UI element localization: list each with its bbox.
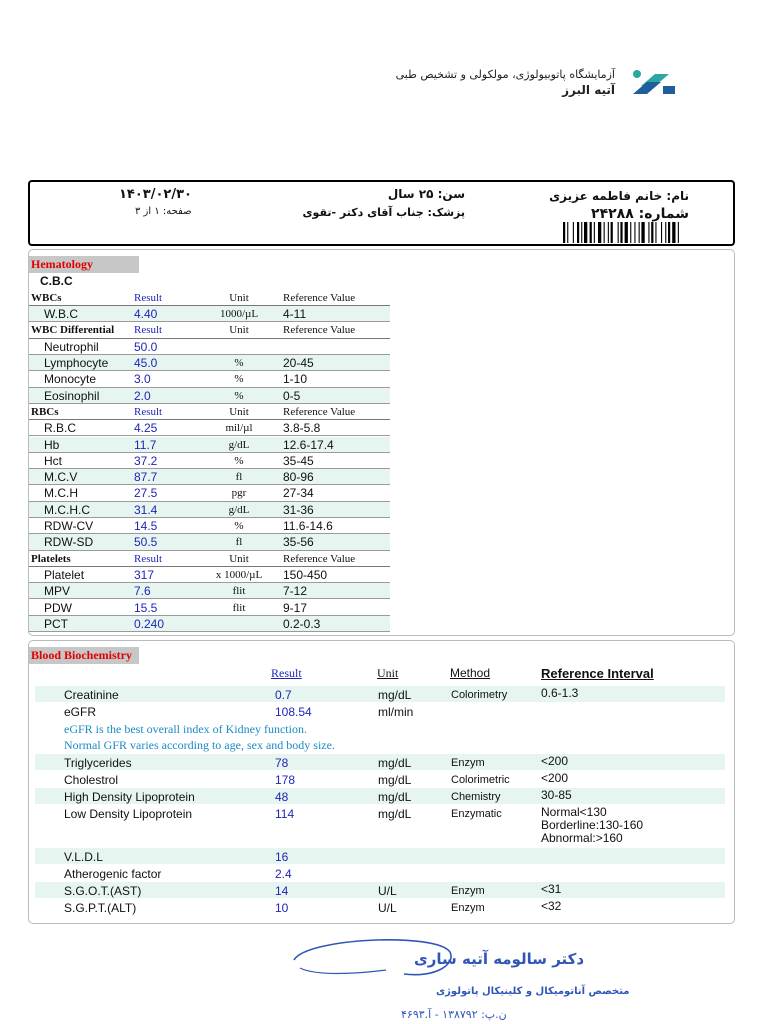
test-result: 317 [134,567,155,582]
reference-interval [541,687,578,700]
table-row [29,469,390,485]
test-unit: % [234,454,244,467]
test-result: 87.7 [134,470,158,485]
test-unit: Unit [229,552,249,565]
cbc-title: C.B.C [40,274,73,288]
egfr-note-line: Normal GFR varies according to age, sex and body size. [64,738,335,752]
test-result: 0.240 [134,616,165,631]
test-name: M.C.H.C [44,502,90,517]
test-result: 45.0 [134,356,158,370]
test-unit: mg/dL [378,756,412,770]
table-row [29,388,390,404]
reference-interval-line: <200 [541,754,569,768]
patient-info-box [28,180,735,246]
test-result: 108.54 [275,705,312,719]
reference-interval-line: Borderline:130-160 [541,818,644,832]
table-row [35,848,725,864]
reference-value: Reference Value [283,552,356,565]
patient-number: شماره: ۲۴۲۸۸ [591,206,689,222]
test-result: Result [134,552,163,565]
test-result: 16 [275,850,289,864]
result-header: Result [271,666,302,680]
test-name: Platelets [31,552,71,565]
test-name: Triglycerides [64,756,132,770]
test-unit: 1000/µL [219,308,259,321]
test-result: 4.40 [134,307,158,322]
lab-name: آزمایشگاه پاتوبیولوژی، مولکولی و تشخیص طبی [395,68,615,81]
svg-text:متخصص آناتومیکال و کلینیکال پا: متخصص آناتومیکال و کلینیکال پاتولوژی [436,986,630,997]
test-result: 7.6 [134,584,151,599]
table-group-header [29,551,390,567]
unit-header: Unit [377,666,399,680]
test-unit: fl [235,471,243,484]
test-name: PDW [44,600,72,615]
table-row [29,485,390,501]
table-row [35,703,725,719]
reference-value: 9-17 [283,600,308,615]
test-method: Enzymatic [451,808,502,820]
test-name: MPV [44,584,71,599]
hematology-section-title: Hematology [29,256,139,273]
test-result: Result [134,291,163,304]
test-name: eGFR [64,705,97,719]
test-unit: ml/min [378,705,414,719]
reference-value: 20-45 [283,356,314,370]
reference-interval-line: <31 [541,882,562,896]
test-unit: % [234,389,244,402]
reference-interval-line: 0.6-1.3 [541,686,579,700]
reference-value: 150-450 [283,567,328,582]
test-result: 27.5 [134,486,158,501]
reference-value: Reference Value [283,324,356,337]
test-name: Lymphocyte [44,356,109,370]
test-result: 14.5 [134,519,158,533]
reference-value: 80-96 [283,470,314,485]
test-method: Colorimetric [451,774,510,786]
test-unit: % [234,357,244,369]
test-unit: flit [232,601,246,614]
test-name: WBCs [31,291,62,304]
table-row [35,865,725,881]
lab-header [340,62,685,102]
table-row [29,534,390,550]
hematology-panel [28,249,735,636]
test-result: 37.2 [134,453,158,468]
table-group-header [29,404,390,420]
test-unit: % [234,373,244,386]
table-row [29,306,390,322]
test-name: Cholestrol [64,773,119,787]
test-unit: Unit [229,324,249,337]
reference-interval-line: Normal<130 [541,805,607,819]
table-group-header [29,290,390,306]
reference-value: 11.6-14.6 [283,519,333,533]
test-result: 2.4 [275,867,292,881]
reference-value: 3.8-5.8 [283,421,321,436]
test-name: WBC Differential [31,324,115,337]
table-row [35,899,725,915]
table-row [29,616,390,632]
test-unit: U/L [378,884,397,898]
reference-value: Reference Value [283,291,356,304]
reference-value: 27-34 [283,486,314,501]
table-row [35,686,725,702]
reference-interval [541,789,572,802]
test-unit: flit [232,585,246,598]
test-result: 31.4 [134,502,158,517]
reference-value: 0-5 [283,388,301,403]
biochemistry-header-row [29,666,736,682]
test-method: Enzym [451,902,485,914]
egfr-note-line: eGFR is the best overall index of Kidney function. [64,722,307,736]
test-unit: U/L [378,901,397,915]
test-method: Chemistry [451,791,501,803]
test-unit: x 1000/µL [215,568,263,581]
test-name: S.G.P.T.(ALT) [64,901,137,915]
table-row [29,453,390,469]
test-name: Monocyte [44,372,97,387]
test-name: High Density Lipoprotein [64,790,195,804]
barcode-icon [563,222,713,243]
table-row [35,754,725,770]
test-result: 2.0 [134,388,151,403]
test-name: M.C.H [44,486,78,501]
referring-doctor: پزشک: جناب آقای دکتر -تقوی [302,206,465,219]
test-name: R.B.C [44,421,77,436]
test-method: Colorimetry [451,689,508,701]
test-result: 10 [275,901,289,915]
reference-interval [541,883,561,896]
test-name: RDW-SD [44,535,94,550]
test-name: Platelet [44,567,85,582]
table-row [29,371,390,387]
report-date: ۱۴۰۳/۰۲/۳۰ [119,187,192,202]
test-result: 15.5 [134,600,158,615]
test-unit: pgr [231,487,247,500]
test-name: M.C.V [44,470,78,485]
table-row [35,788,725,804]
patient-name: نام: خانم فاطمه عزیزی [549,189,689,203]
test-result: 4.25 [134,421,158,436]
test-unit: Unit [229,291,249,304]
reference-value: 0.2-0.3 [283,616,321,631]
test-name: Low Density Lipoprotein [64,807,193,821]
reference-interval-line: <200 [541,771,569,785]
test-result: 3.0 [134,372,151,387]
test-name: Eosinophil [44,388,100,403]
test-unit: Unit [229,405,249,418]
test-name: Neutrophil [44,339,99,354]
table-group-header [29,322,390,338]
reference-interval [541,772,568,785]
test-unit: mil/µl [225,422,253,435]
patient-age: سن: ۲۵ سال [387,187,465,201]
test-result: 50.0 [134,339,158,354]
test-result: Result [134,324,163,337]
test-result: Result [134,405,163,418]
test-result: 178 [275,773,296,787]
test-unit: mg/dL [378,790,412,804]
test-name: Hb [44,437,60,452]
test-name: Hct [44,453,62,468]
test-name: V.L.D.L [64,850,103,864]
test-result: 50.5 [134,535,158,550]
test-result: 48 [275,790,289,804]
test-result: 78 [275,756,289,770]
table-row [29,502,390,518]
reference-interval-header: Reference Interval [541,666,654,681]
reference-interval-line: 30-85 [541,788,572,802]
reference-value: 7-12 [283,584,308,599]
reference-value: 35-56 [283,535,314,550]
biochemistry-panel [28,640,735,924]
table-row [29,420,390,436]
table-row [35,805,725,847]
lab-brand: آتیه البرز [562,83,615,97]
test-unit: % [234,520,244,532]
test-method: Enzym [451,757,485,769]
reference-interval [541,755,568,768]
test-unit: g/dL [228,438,250,451]
method-header: Method [450,666,491,680]
table-row [29,518,390,534]
test-name: S.G.O.T.(AST) [64,884,142,898]
test-unit: mg/dL [378,807,412,821]
doctor-stamp [286,934,630,1024]
test-unit: mg/dL [378,688,412,702]
reference-interval [541,806,643,845]
table-row [35,771,725,787]
biochemistry-section-title: Blood Biochemistry [29,647,139,664]
table-row [29,600,390,616]
test-name: W.B.C [44,307,79,322]
test-unit: mg/dL [378,773,412,787]
test-result: 114 [275,807,295,821]
test-method: Enzym [451,885,485,897]
reference-value: 4-11 [283,307,307,322]
test-unit: fl [235,536,243,549]
reference-value: 12.6-17.4 [283,437,334,452]
svg-text:ن.پ: ۱۳۸۷۹۲ - آ.۴۶۹۳: ن.پ: ۱۳۸۷۹۲ - آ.۴۶۹۳ [401,1008,507,1021]
test-name: Atherogenic factor [64,867,162,881]
test-name: PCT [44,616,68,631]
test-result: 11.7 [134,437,157,452]
lab-logo-icon [625,66,677,100]
reference-value: Reference Value [283,405,356,418]
table-row [29,567,390,583]
reference-interval-line: <32 [541,899,562,913]
table-row [29,437,390,453]
test-name: RBCs [31,405,59,418]
reference-value: 35-45 [283,453,314,468]
table-row [29,583,390,599]
test-unit: g/dL [228,503,250,516]
reference-interval-line: Abnormal:>160 [541,831,623,845]
test-result: 0.7 [275,688,292,702]
reference-value: 31-36 [283,502,314,517]
table-row [35,882,725,898]
svg-text:دکتر سالومه آتیه ساری: دکتر سالومه آتیه ساری [414,950,585,968]
reference-value: 1-10 [283,372,308,387]
test-name: RDW-CV [44,519,94,533]
page-counter: صفحه: ۱ از ۳ [135,206,192,217]
table-row [29,339,390,355]
test-name: Creatinine [64,688,119,702]
test-result: 14 [275,884,289,898]
table-row [29,355,390,371]
reference-interval [541,900,561,913]
